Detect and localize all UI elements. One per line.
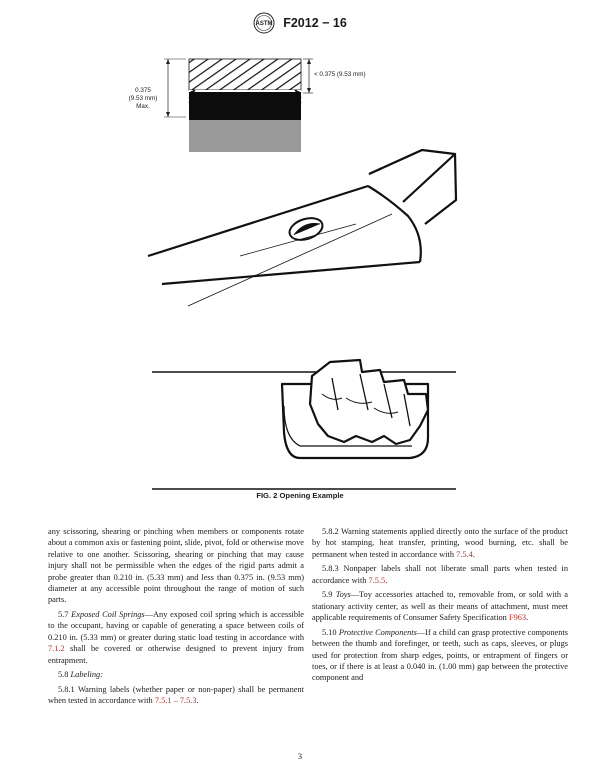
paragraph-text: shall be covered or otherwise designed to prevent injury from entrapment. bbox=[48, 644, 304, 665]
section-heading: Toys bbox=[335, 590, 351, 600]
section-heading: Exposed Coil Springs bbox=[71, 610, 145, 620]
paragraph-text: any scissoring, shearing or pinching when members or components rotate about a common axis or fastening point, slide, pivot, fold or otherwise move relative to one another. Scissoring, shearing or pinching that may cause injury shall not be permissible when the edges of the rigid parts admit a probe greater than 0.210 in. (5.33 mm) and less than 0.375 in. (9.53 mm) diameter at any accessible point throughout the range of motion of such parts. bbox=[48, 527, 304, 605]
dimension-label-left bbox=[122, 87, 164, 111]
paragraph-text: . bbox=[385, 575, 388, 585]
section-5-7 bbox=[48, 609, 304, 666]
paragraph-continuation bbox=[48, 526, 304, 606]
grey-lower-part bbox=[189, 120, 301, 152]
paragraph-text: . bbox=[472, 549, 475, 559]
cross-reference-link[interactable]: 7.5.5 bbox=[368, 575, 386, 585]
section-number: 5.8.3 bbox=[322, 564, 339, 574]
figure-caption: FIG. 2 Opening Example bbox=[256, 491, 344, 500]
document-designation: F2012 − 16 bbox=[283, 16, 347, 30]
right-column bbox=[312, 526, 568, 687]
cross-reference-link[interactable]: F963 bbox=[508, 613, 527, 623]
dimension-label-right: < 0.375 (9.53 mm) bbox=[314, 71, 366, 78]
section-number: 5.8 bbox=[58, 670, 69, 680]
section-5-8-3 bbox=[312, 563, 568, 586]
figure-drawing bbox=[0, 38, 600, 508]
section-5-8 bbox=[48, 669, 304, 680]
section-5-8-2 bbox=[312, 526, 568, 560]
paragraph-text: . bbox=[526, 613, 529, 623]
section-5-8-1 bbox=[48, 684, 304, 707]
section-number: 5.7 bbox=[58, 610, 69, 620]
svg-text:ASTM: ASTM bbox=[255, 21, 273, 28]
section-diagram bbox=[164, 59, 313, 152]
paragraph-text: —Any exposed coil spring which is accessible to the occupant, having or capable of generating a space between coils of 0.210 in. (5.33 mm) or greater during static load testing in accordance with bbox=[48, 610, 305, 642]
page-number: 3 bbox=[297, 752, 303, 761]
dimension-max-label: Max. bbox=[136, 103, 150, 110]
cross-reference-link[interactable]: 7.5.1 – 7.5.3 bbox=[154, 696, 197, 706]
dimension-value-metric: (9.53 mm) bbox=[128, 95, 158, 102]
cross-reference-link[interactable]: 7.1.2 bbox=[48, 644, 65, 654]
section-heading: Labeling: bbox=[70, 670, 103, 680]
black-middle-part bbox=[189, 92, 301, 120]
left-column bbox=[48, 526, 304, 710]
knob-drawing bbox=[152, 360, 456, 489]
paragraph-text: —Toy accessories attached to, removable from, or sold with a stationary activity center, as well as their means of attachment, must meet applicable requirements of Consumer Safety Specification bbox=[312, 590, 568, 623]
astm-logo-icon bbox=[253, 12, 275, 34]
paragraph-text: —If a child can grasp protective components between the thumb and forefinger, or teeth, such as caps, sleeves, or plugs used for protection from sharp edges, points, or entrapment of fingers or toes, or if there is at least a 0.040 in. (1.00 mm) gap between the protective component and bbox=[312, 627, 568, 683]
tube-drawing bbox=[148, 150, 456, 306]
section-5-9 bbox=[312, 589, 568, 623]
section-5-10 bbox=[312, 627, 568, 684]
dimension-value: 0.375 bbox=[135, 87, 151, 94]
section-heading: Protective Components bbox=[338, 627, 417, 637]
paragraph-text: Warning statements applied directly onto the surface of the product by hot stamping, heat transfer, printing, wood burning, etc. shall be permanent when tested in accordance with bbox=[312, 527, 568, 559]
section-number: 5.8.2 bbox=[322, 527, 339, 536]
section-number: 5.9 bbox=[322, 590, 333, 600]
section-number: 5.8.1 bbox=[58, 684, 75, 694]
figure-2 bbox=[0, 38, 600, 508]
paragraph-text: Warning labels (whether paper or non-paper) shall be permanent when tested in accordance with bbox=[48, 684, 304, 706]
hatched-upper-part bbox=[189, 59, 301, 90]
page-header bbox=[0, 10, 600, 36]
cross-reference-link[interactable]: 7.5.4 bbox=[456, 549, 473, 559]
paragraph-text: Nonpaper labels shall not liberate small parts when tested in accordance with bbox=[312, 564, 568, 585]
section-number: 5.10 bbox=[322, 627, 337, 637]
paragraph-text: . bbox=[196, 696, 199, 706]
